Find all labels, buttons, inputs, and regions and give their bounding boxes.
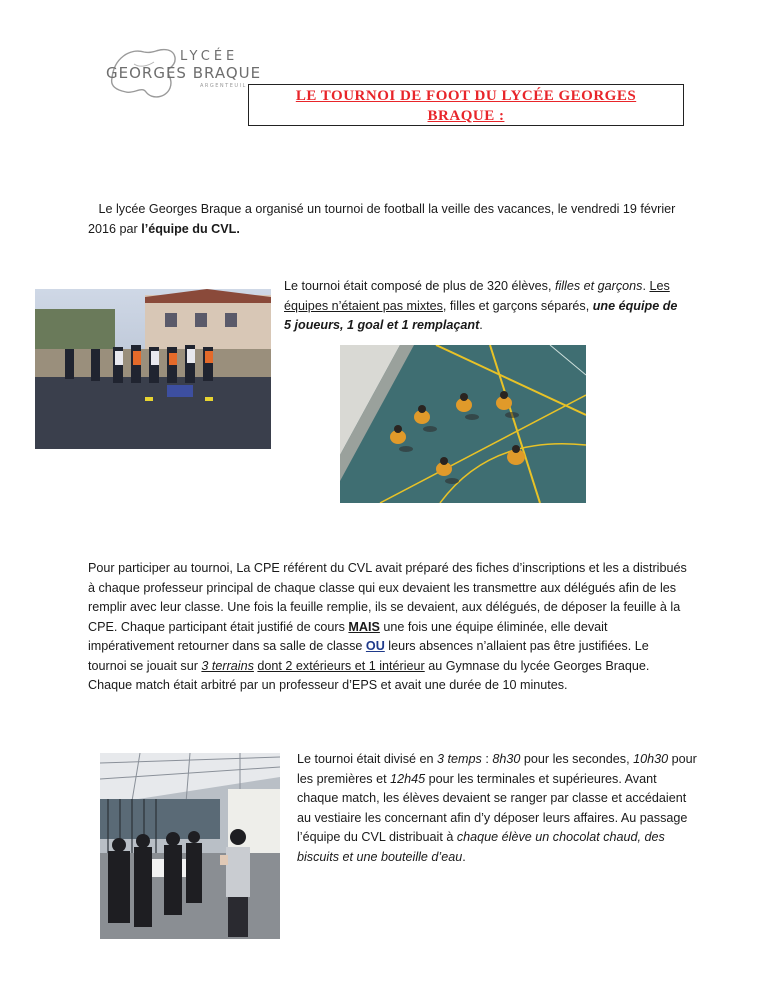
schedule-italic-2: chaque élève un chocolat chaud, des biscuits et une bouteille d’eau xyxy=(297,830,665,864)
photo-indoor-image xyxy=(340,345,586,503)
title-line-1: LE TOURNOI DE FOOT DU LYCÉE GEORGES xyxy=(295,88,637,104)
schedule-italic-1: 3 temps xyxy=(437,752,482,766)
title-frame xyxy=(248,84,684,126)
main-text-3: leurs absences n’allaient pas être justifiées. Le tournoi se jouait sur xyxy=(88,639,649,673)
schedule-text-1: Le tournoi était divisé en xyxy=(297,752,438,766)
schedule-time-3: 12h45 xyxy=(390,771,426,786)
schedule-text-4: pour les premières et xyxy=(297,752,697,786)
title-frame-bottom-border xyxy=(248,125,684,126)
logo-line-name: GEORGES BRAQUE xyxy=(106,64,262,82)
photo-outdoor-image xyxy=(35,289,271,449)
composition-text-2: . xyxy=(642,279,650,293)
composition-paragraph xyxy=(284,277,684,336)
main-terrains: 3 terrains xyxy=(201,658,254,673)
main-text-2: une fois une équipe éliminée, elle devait impérativement retourner dans sa salle de classe xyxy=(88,619,608,653)
photo-students-gathering xyxy=(100,753,280,939)
composition-underlined: Les équipes n’étaient pas mixtes xyxy=(284,279,670,313)
photo-outdoor-team-huddle xyxy=(35,289,271,449)
intro-text: Le lycée Georges Braque a organisé un tournoi de football la veille des vacances, le vendredi 19 février 2016 par xyxy=(88,202,676,236)
logo-line-city: ARGENTEUIL xyxy=(200,83,247,89)
schedule-time-2: 10h30 xyxy=(633,752,669,766)
main-emphasis-ou: OU xyxy=(365,639,385,653)
main-text-5: au Gymnase du lycée Georges Braque. Chaque match était arbitré par un professeur d’EPS et avait une durée de 10 minutes. xyxy=(88,658,650,692)
main-dont: dont 2 extérieurs et 1 intérieur xyxy=(257,658,425,673)
composition-text-1: Le tournoi était composé de plus de 320 élèves, xyxy=(284,279,555,293)
intro-paragraph xyxy=(88,200,688,239)
page-title xyxy=(249,86,683,126)
schedule-time-1: 8h30 xyxy=(492,752,521,766)
title-line-2: BRAQUE : xyxy=(427,108,505,124)
schedule-text-5: pour les terminales et supérieures. Avant chaque match, les élèves devaient se ranger par classe et accédaient au vestiaire les concernant afin d’y déposer leurs affaires. Au passage l’équipe du CVL distribuait à xyxy=(297,771,688,844)
composition-text-3: , filles et garçons séparés, xyxy=(442,298,593,313)
logo-line-lycee: LYCÉE xyxy=(180,49,239,64)
photo-indoor-gym-overhead xyxy=(340,345,586,503)
schedule-text-2: : xyxy=(481,752,493,766)
registration-paragraph xyxy=(88,559,688,696)
schedule-text-3: pour les secondes, xyxy=(520,752,634,766)
photo-gathering-image xyxy=(100,753,280,939)
school-logo xyxy=(104,44,262,104)
composition-italic-1: filles et garçons xyxy=(554,279,643,293)
composition-bold-italic: une équipe de 5 joueurs, 1 goal et 1 remplaçant xyxy=(284,298,678,332)
schedule-text-6: . xyxy=(462,849,466,864)
intro-bold: l’équipe du CVL. xyxy=(141,221,240,236)
composition-text-4: . xyxy=(479,318,483,332)
main-emphasis-mais: MAIS xyxy=(348,619,380,634)
main-text-1: Pour participer au tournoi, La CPE référent du CVL avait préparé des fiches d’inscriptions et les a distribués à chaque professeur principal de chaque classe qui eux devaient les transmettre aux délégués afin de les remplir avec leur classe. Une fois la feuille remplie, ils se devaient, aux délégués, de déposer la feuille à la CPE. Chaque participant était justifié de cours xyxy=(88,561,687,634)
schedule-paragraph xyxy=(297,750,697,867)
